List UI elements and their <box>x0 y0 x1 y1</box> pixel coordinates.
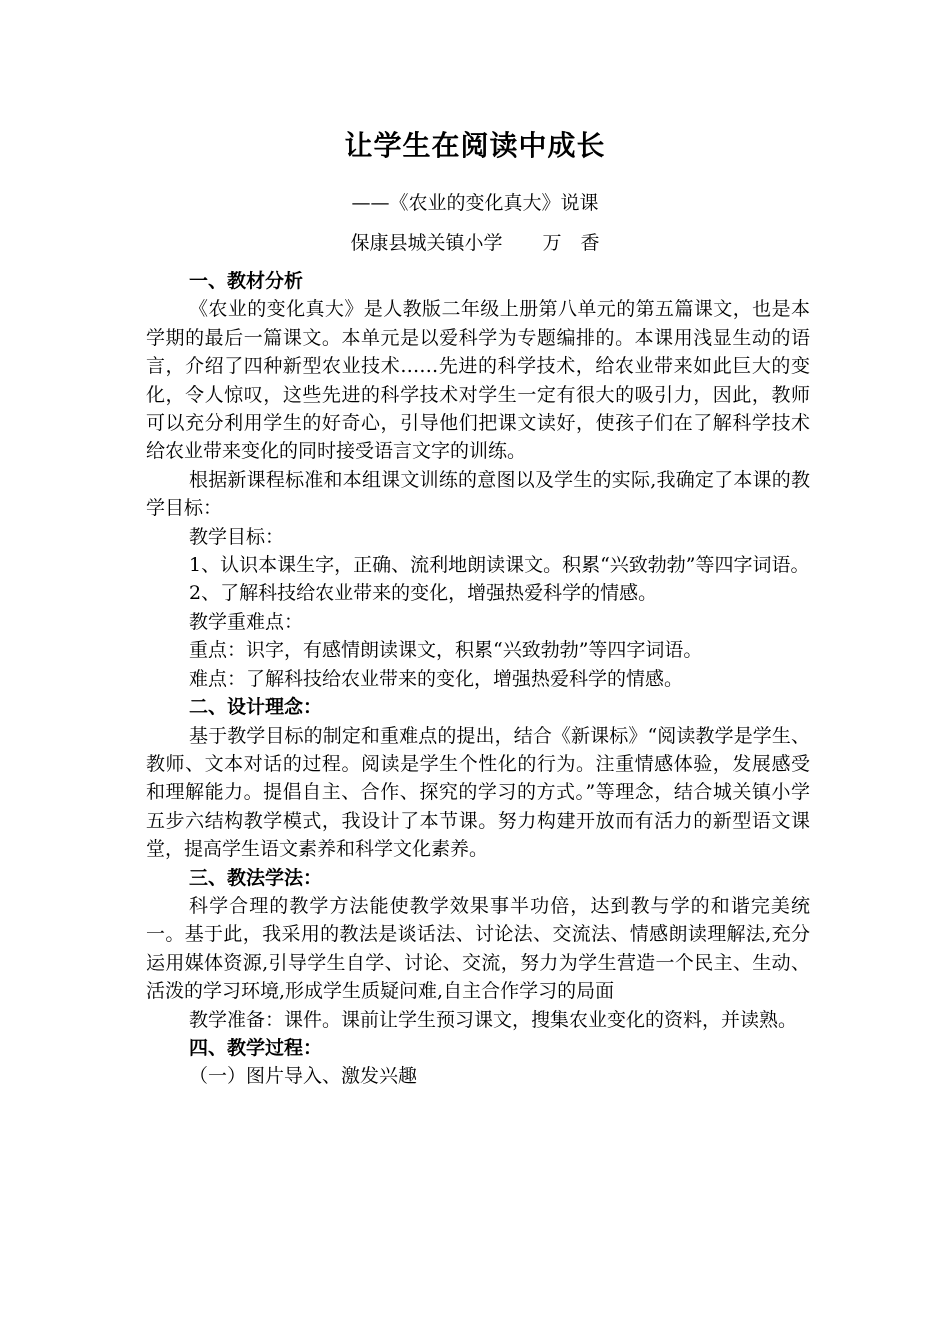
paragraph-objectives-label: 教学目标： <box>189 525 285 548</box>
section-heading-materials: 一、教材分析 <box>189 270 304 292</box>
section-heading-process: 四、教学过程： <box>189 1036 323 1059</box>
paragraph-design-concept: 基于教学目标的制定和重难点的提出，结合《新课标》“阅读教学是学生、教师、文本对话的过程。阅读是学生个性化的行为。注重情感体验，发展感受和理解能力。提倡自主、合作、探究的学习的方式。”等理念，结合城关镇小学五步六结构教学模式，我设计了本节课。努力构建开放而有活力的新型语文课堂，提高学生语文素养和科学文化素养。 <box>146 724 810 861</box>
paragraph-objective-2: 2、了解科技给农业带来的变化，增强热爱科学的情感。 <box>189 582 658 605</box>
paragraph-preparation: 教学准备：课件。课前让学生预习课文，搜集农业变化的资料，并读熟。 <box>189 1008 798 1031</box>
author-line <box>0 228 950 258</box>
paragraph-objective-1: 1、认识本课生字，正确、流利地朗读课文。积累“兴致勃勃”等四字词语。 <box>189 554 810 577</box>
author-name: 万 香 <box>542 232 600 254</box>
paragraph-key-points-label: 教学重难点： <box>189 610 304 633</box>
paragraph-key-point: 重点：识字，有感情朗读课文，积累“兴致勃勃”等四字词语。 <box>189 639 703 662</box>
paragraph-materials-analysis: 《农业的变化真大》是人教版二年级上册第八单元的第五篇课文，也是本学期的最后一篇课文。本单元是以爱科学为专题编排的。本课用浅显生动的语言，介绍了四种新型农业技术……先进的科学技术，给农业带来如此巨大的变化，令人惊叹，这些先进的科学技术对学生一定有很大的吸引力，因此，教师可以充分利用学生的好奇心，引导他们把课文读好，使孩子们在了解科学技术给农业带来变化的同时接受语言文字的训练。 <box>146 298 810 463</box>
school-name: 保康县城关镇小学 <box>350 232 503 254</box>
paragraph-objectives-intro: 根据新课程标准和本组课文训练的意图以及学生的实际,我确定了本课的教学目标： <box>146 468 810 520</box>
paragraph-difficult-point: 难点：了解科技给农业带来的变化，增强热爱科学的情感。 <box>189 667 684 690</box>
section-heading-design: 二、设计理念： <box>189 696 323 719</box>
document-title: 让学生在阅读中成长 <box>344 129 606 162</box>
document-subtitle: ——《农业的变化真大》说课 <box>351 192 599 214</box>
section-heading-methods: 三、教法学法： <box>189 866 323 889</box>
paragraph-step-1: （一）图片导入、激发兴趣 <box>189 1065 418 1088</box>
paragraph-teaching-methods: 科学合理的教学方法能使教学效果事半功倍，达到教与学的和谐完美统一。基于此，我采用的教法是谈话法、讨论法、交流法、情感朗读理解法,充分运用媒体资源,引导学生自学、讨论、交流，努力为学生营造一个民主、生动、活泼的学习环境,形成学生质疑问难,自主合作学习的局面 <box>146 894 810 1003</box>
document-body <box>146 267 810 1091</box>
